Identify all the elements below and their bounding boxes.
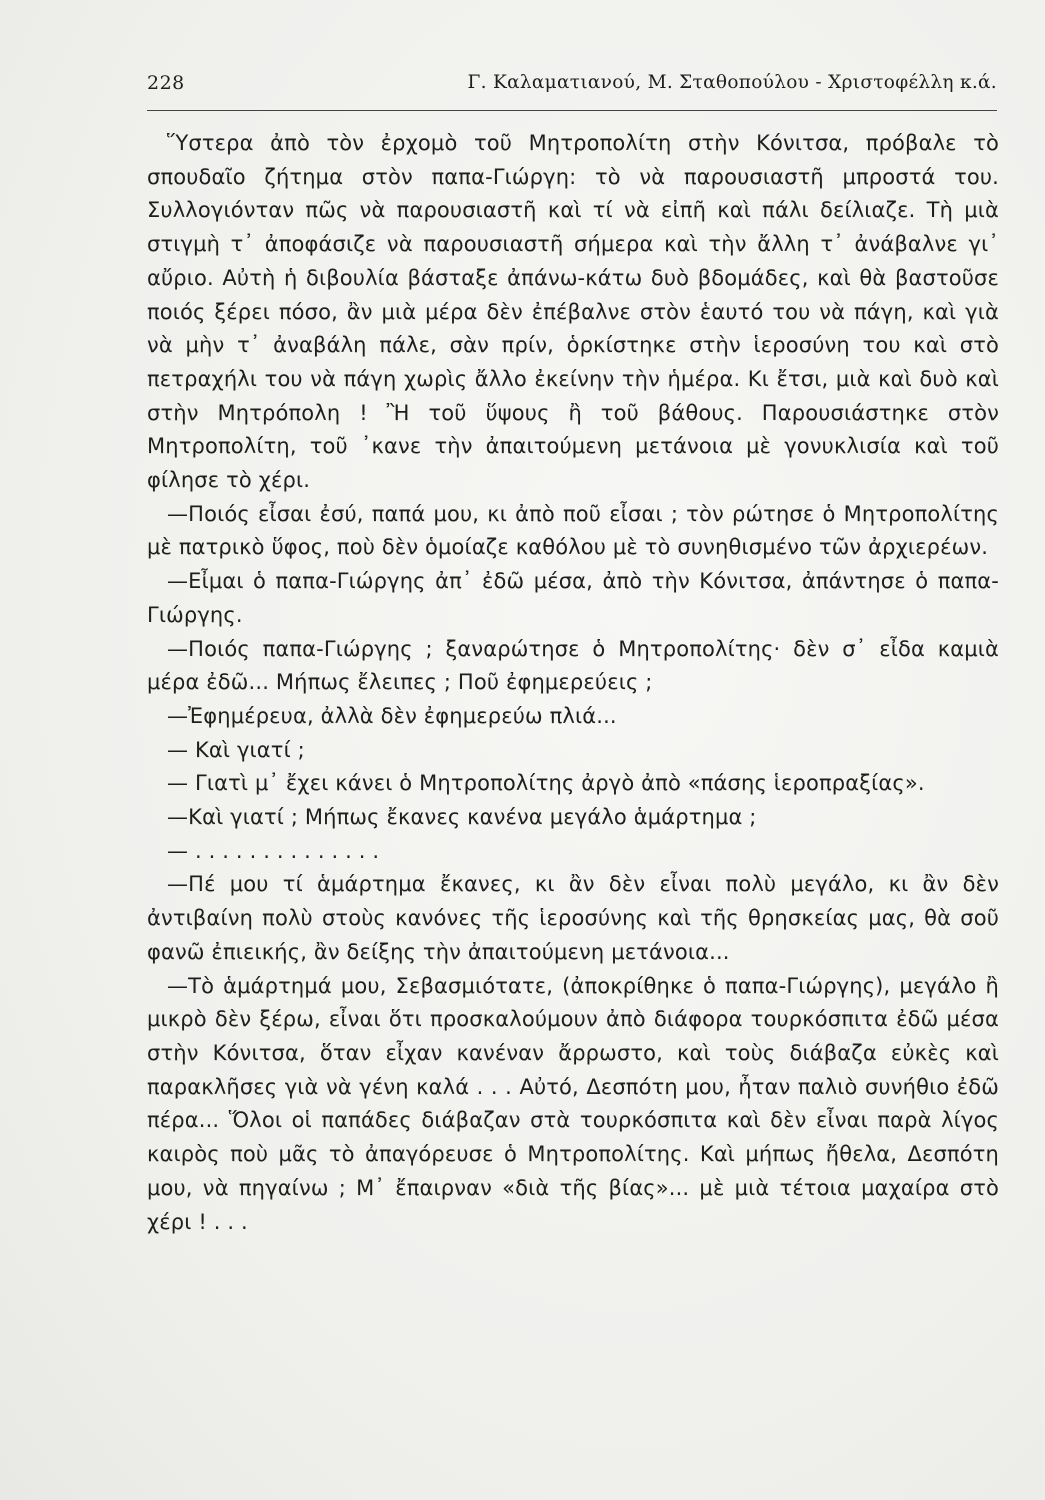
running-header <box>147 70 997 111</box>
dialogue-ellipsis: — . . . . . . . . . . . . . . <box>167 838 380 863</box>
dialogue-line: —Ποιός παπα-Γιώργης ; ξαναρώτησε ὁ Μητροπολίτης· δὲν σ᾽ εἶδα καμιὰ μέρα ἐδῶ... Μήπως ἔλειπες ; Ποῦ ἐφημερεύεις ; <box>147 636 999 695</box>
dialogue-line: —Πέ μου τί ἁμάρτημα ἔκανες, κι ἂν δὲν εἶναι πολὺ μεγάλο, κι ἂν δὲν ἀντιβαίνη πολὺ στοὺς κανόνες τῆς ἱεροσύνης καὶ τῆς θρησκείας μας, θὰ σοῦ φανῶ ἐπιεικής, ἂν δείξης τὴν ἀπαιτούμενη μετάνοια... <box>147 872 999 964</box>
dialogue-line: —Ποιός εἶσαι ἐσύ, παπά μου, κι ἀπὸ ποῦ εἶσαι ; τὸν ρώτησε ὁ Μητροπολίτης μὲ πατρικὸ ὕφος, ποὺ δὲν ὁμοίαζε καθόλου μὲ τὸ συνηθισμένο τῶν ἀρχιερέων. <box>147 501 999 560</box>
header-title: Γ. Καλαματιανού, Μ. Σταθοπούλου - Χριστοφέλλη κ.ά. <box>467 72 997 93</box>
body-text <box>147 127 999 1239</box>
dialogue-line: —Τὸ ἁμάρτημά μου, Σεβασμιότατε, (ἀποκρίθηκε ὁ παπα-Γιώργης), μεγάλο ἢ μικρὸ δὲν ξέρω, εἶναι ὅτι προσκαλούμουν ἀπὸ διάφορα τουρκόσπιτα ἐδῶ μέσα στὴν Κόνιτσα, ὅταν εἶχαν κανέναν ἄρρωστο, καὶ τοὺς διάβαζα εὐκὲς καὶ παρακλῆσες γιὰ νὰ γένη καλά . . . Αὐτό, Δεσπότη μου, ἦταν παλιὸ συνήθιο ἐδῶ πέρα... Ὅλοι οἱ παπάδες διάβαζαν στὰ τουρκόσπιτα καὶ δὲν εἶναι παρὰ λίγος καιρὸς ποὺ μᾶς τὸ ἀπαγόρευσε ὁ Μητροπολίτης. Καὶ μήπως ἤθελα, Δεσπότη μου, νὰ πηγαίνω ; Μ᾽ ἔπαιρναν «διὰ τῆς βίας»... μὲ μιὰ τέτοια μαχαίρα στὸ χέρι ! . . . <box>147 973 999 1234</box>
dialogue-line: —Εἶμαι ὁ παπα-Γιώργης ἀπ᾽ ἐδῶ μέσα, ἀπὸ τὴν Κόνιτσα, ἀπάντησε ὁ παπα-Γιώργης. <box>147 569 999 627</box>
dialogue-line: — Καὶ γιατί ; <box>167 737 305 762</box>
dialogue-line: — Γιατὶ μ᾽ ἔχει κάνει ὁ Μητροπολίτης ἀργὸ ἀπὸ «πάσης ἱεροπραξίας». <box>167 771 925 796</box>
dialogue-line: —Καὶ γιατί ; Μήπως ἔκανες κανένα μεγάλο ἁμάρτημα ; <box>167 805 757 830</box>
paragraph-intro: Ὕστερα ἀπὸ τὸν ἐρχομὸ τοῦ Μητροπολίτη στὴν Κόνιτσα, πρόβαλε τὸ σπουδαῖο ζήτημα στὸν παπα-Γιώργη: τὸ νὰ παρουσιαστῆ μπροστά του. Συλλογιόνταν πῶς νὰ παρουσιαστῆ καὶ τί νὰ εἰπῆ καὶ πάλι δείλιαζε. Τὴ μιὰ στιγμὴ τ᾽ ἀποφάσιζε νὰ παρουσιαστῆ σήμερα καὶ τὴν ἄλλη τ᾽ ἀνάβαλνε γι᾽ αὔριο. Αὐτὴ ἡ διβουλία βάσταξε ἀπάνω-κάτω δυὸ βδομάδες, καὶ θὰ βαστοῦσε ποιός ξέρει πόσο, ἂν μιὰ μέρα δὲν ἐπέβαλνε στὸν ἑαυτό του νὰ πάγη, καὶ γιὰ νὰ μὴν τ᾽ ἀναβάλη πάλε, σὰν πρίν, ὁρκίστηκε στὴν ἱεροσύνη του καὶ στὸ πετραχήλι του νὰ πάγη χωρὶς ἄλλο ἐκείνην τὴν ἡμέρα. Κι ἔτσι, μιὰ καὶ δυὸ καὶ στὴν Μητρόπολη ! Ἢ τοῦ ὕψους ἢ τοῦ βάθους. Παρουσιάστηκε στὸν Μητροπολίτη, τοῦ ᾽κανε τὴν ἀπαιτούμενη μετάνοια μὲ γονυκλισία καὶ τοῦ φίλησε τὸ χέρι. <box>147 131 999 493</box>
dialogue-line: —Ἐφημέρευα, ἀλλὰ δὲν ἐφημερεύω πλιά... <box>167 703 617 728</box>
page-number: 228 <box>147 72 185 94</box>
